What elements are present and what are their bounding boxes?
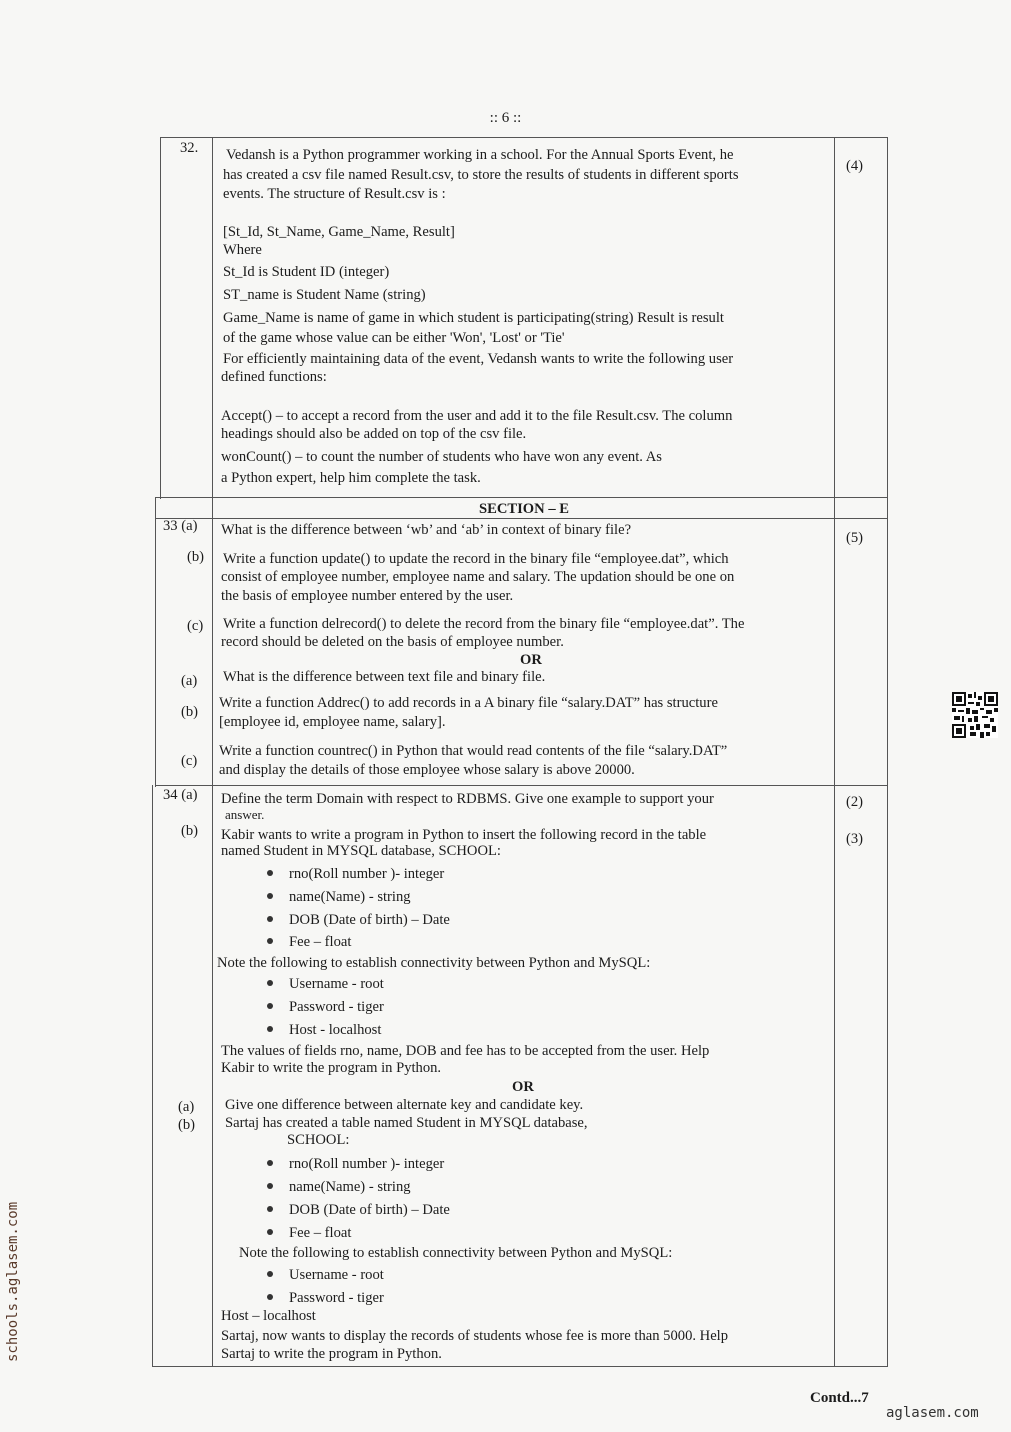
q34-alt-end: Sartaj to write the program in Python. [221, 1346, 442, 1362]
q33-label-b: (b) [187, 549, 205, 565]
q34-alt-note: Note the following to establish connectivity between Python and MySQL: [239, 1245, 673, 1261]
q33-marks: (5) [846, 530, 864, 546]
bullet [267, 1183, 273, 1189]
table-top-border [160, 137, 888, 138]
q32-line: has created a csv file named Result.csv, to store the results of students in different sports [223, 167, 739, 183]
q32-number: 32. [180, 140, 199, 156]
marks-column-divider [834, 137, 835, 1367]
q34-b-conn: Host - localhost [289, 1022, 382, 1038]
q32-line: headings should also be added on top of the csv file. [221, 426, 527, 442]
q34-alt-conn: Password - tiger [289, 1290, 384, 1306]
q32-line: Vedansh is a Python programmer working in a school. For the Annual Sports Event, he [226, 147, 734, 163]
bullet [267, 1294, 273, 1300]
q32-line: defined functions: [221, 369, 327, 385]
q34-alt-b-intro: Sartaj has created a table named Student in MYSQL database, [225, 1115, 588, 1131]
qno-column-divider [212, 137, 213, 1367]
q34-b-end: The values of fields rno, name, DOB and fee has to be accepted from the user. Help [221, 1043, 710, 1059]
q33-alt-label-c: (c) [181, 753, 198, 769]
q34-b-field: Fee – float [289, 934, 352, 950]
q34-b-intro: named Student in MYSQL database, SCHOOL: [221, 843, 501, 859]
q32-bottom-border [155, 497, 888, 498]
q32-line: a Python expert, help him complete the task. [221, 470, 481, 486]
bullet [267, 1026, 273, 1032]
q33-bottom-border [155, 785, 888, 786]
q32-line: [St_Id, St_Name, Game_Name, Result] [223, 224, 455, 240]
table-bottom-border [152, 1366, 888, 1367]
bullet [267, 893, 273, 899]
q34-label-a: 34 (a) [163, 787, 198, 803]
q33-b-line: the basis of employee number entered by the user. [221, 588, 514, 604]
q32-line: Where [223, 242, 262, 258]
q34-b-conn: Username - root [289, 976, 384, 992]
q33-alt-label-a: (a) [181, 673, 198, 689]
bullet [267, 1206, 273, 1212]
q34-b-intro: Kabir wants to write a program in Python to insert the following record in the table [221, 827, 707, 843]
q34-alt-b-intro: SCHOOL: [287, 1132, 350, 1148]
q33-alt-c-line: and display the details of those employee whose salary is above 20000. [219, 762, 635, 778]
q34-alt-label-b: (b) [178, 1117, 196, 1133]
section-e-title: SECTION – E [478, 501, 570, 517]
q34-alt-field: DOB (Date of birth) – Date [289, 1202, 450, 1218]
left-border-mid [155, 497, 156, 787]
q33-alt-c-line: Write a function countrec() in Python that would read contents of the file “salary.DAT” [219, 743, 728, 759]
q33-label-a: 33 (a) [163, 518, 198, 534]
q33-label-c: (c) [187, 618, 204, 634]
q33-alt-b-line: Write a function Addrec() to add records in a A binary file “salary.DAT” has structure [219, 695, 718, 711]
q34-marks-a: (2) [846, 794, 864, 810]
q33-or: OR [520, 652, 542, 668]
q34-or: OR [512, 1079, 534, 1095]
footer-watermark: aglasem.com [886, 1405, 979, 1421]
page-number: :: 6 :: [489, 110, 522, 126]
q32-line: For efficiently maintaining data of the event, Vedansh wants to write the following user [223, 351, 734, 367]
q34-b-field: name(Name) - string [289, 889, 411, 905]
q34-marks-b: (3) [846, 831, 864, 847]
q32-marks: (4) [846, 158, 864, 174]
q34-alt-conn: Username - root [289, 1267, 384, 1283]
left-border-bottom [152, 785, 153, 1367]
q34-alt-host: Host – localhost [221, 1308, 316, 1324]
bullet [267, 1229, 273, 1235]
q33-alt-a-text: What is the difference between text file and binary file. [223, 669, 546, 685]
bullet [267, 1271, 273, 1277]
q33-alt-b-line: [employee id, employee name, salary]. [219, 714, 446, 730]
q32-line: Game_Name is name of game in which student is participating(string) Result is result [223, 310, 724, 326]
q33-c-line: record should be deleted on the basis of employee number. [221, 634, 564, 650]
q34-a-line: answer. [225, 807, 265, 822]
bullet [267, 1003, 273, 1009]
right-border [887, 137, 888, 1367]
q33-alt-label-b: (b) [181, 704, 199, 720]
q33-c-line: Write a function delrecord() to delete the record from the binary file “employee.dat”. The [223, 616, 745, 632]
bullet [267, 870, 273, 876]
q33-a-text: What is the difference between ‘wb’ and ‘ab’ in context of binary file? [221, 522, 632, 538]
q34-b-field: DOB (Date of birth) – Date [289, 912, 450, 928]
qr-code-icon [952, 692, 998, 738]
q34-alt-field: name(Name) - string [289, 1179, 411, 1195]
q34-alt-label-a: (a) [178, 1099, 195, 1115]
q33-b-line: Write a function update() to update the record in the binary file “employee.dat”, which [223, 551, 729, 567]
q32-line: events. The structure of Result.csv is : [223, 186, 446, 202]
bullet [267, 938, 273, 944]
q33-b-line: consist of employee number, employee name and salary. The updation should be one on [221, 569, 735, 585]
side-watermark: schools.aglasem.com [5, 1201, 21, 1362]
q34-b-conn: Password - tiger [289, 999, 384, 1015]
q32-line: St_Id is Student ID (integer) [223, 264, 390, 280]
q34-alt-a-text: Give one difference between alternate key and candidate key. [225, 1097, 584, 1113]
q34-alt-end: Sartaj, now wants to display the records of students whose fee is more than 5000. Help [221, 1328, 729, 1344]
bullet [267, 916, 273, 922]
q32-line: wonCount() – to count the number of students who have won any event. As [221, 449, 662, 465]
q34-alt-field: Fee – float [289, 1225, 352, 1241]
q34-a-line: Define the term Domain with respect to RDBMS. Give one example to support your [221, 791, 714, 807]
q34-alt-field: rno(Roll number )- integer [289, 1156, 445, 1172]
q32-line: of the game whose value can be either 'Won', 'Lost' or 'Tie' [223, 330, 565, 346]
bullet [267, 980, 273, 986]
continued-label: Contd...7 [810, 1390, 869, 1406]
q34-b-note: Note the following to establish connectivity between Python and MySQL: [217, 955, 651, 971]
q34-label-b: (b) [181, 823, 199, 839]
bullet [267, 1160, 273, 1166]
left-border-top [160, 137, 161, 499]
q32-line: ST_name is Student Name (string) [223, 287, 426, 303]
q34-b-end: Kabir to write the program in Python. [221, 1060, 442, 1076]
section-e-border [155, 518, 888, 519]
q32-line: Accept() – to accept a record from the user and add it to the file Result.csv. The column [221, 408, 733, 424]
q34-b-field: rno(Roll number )- integer [289, 866, 445, 882]
